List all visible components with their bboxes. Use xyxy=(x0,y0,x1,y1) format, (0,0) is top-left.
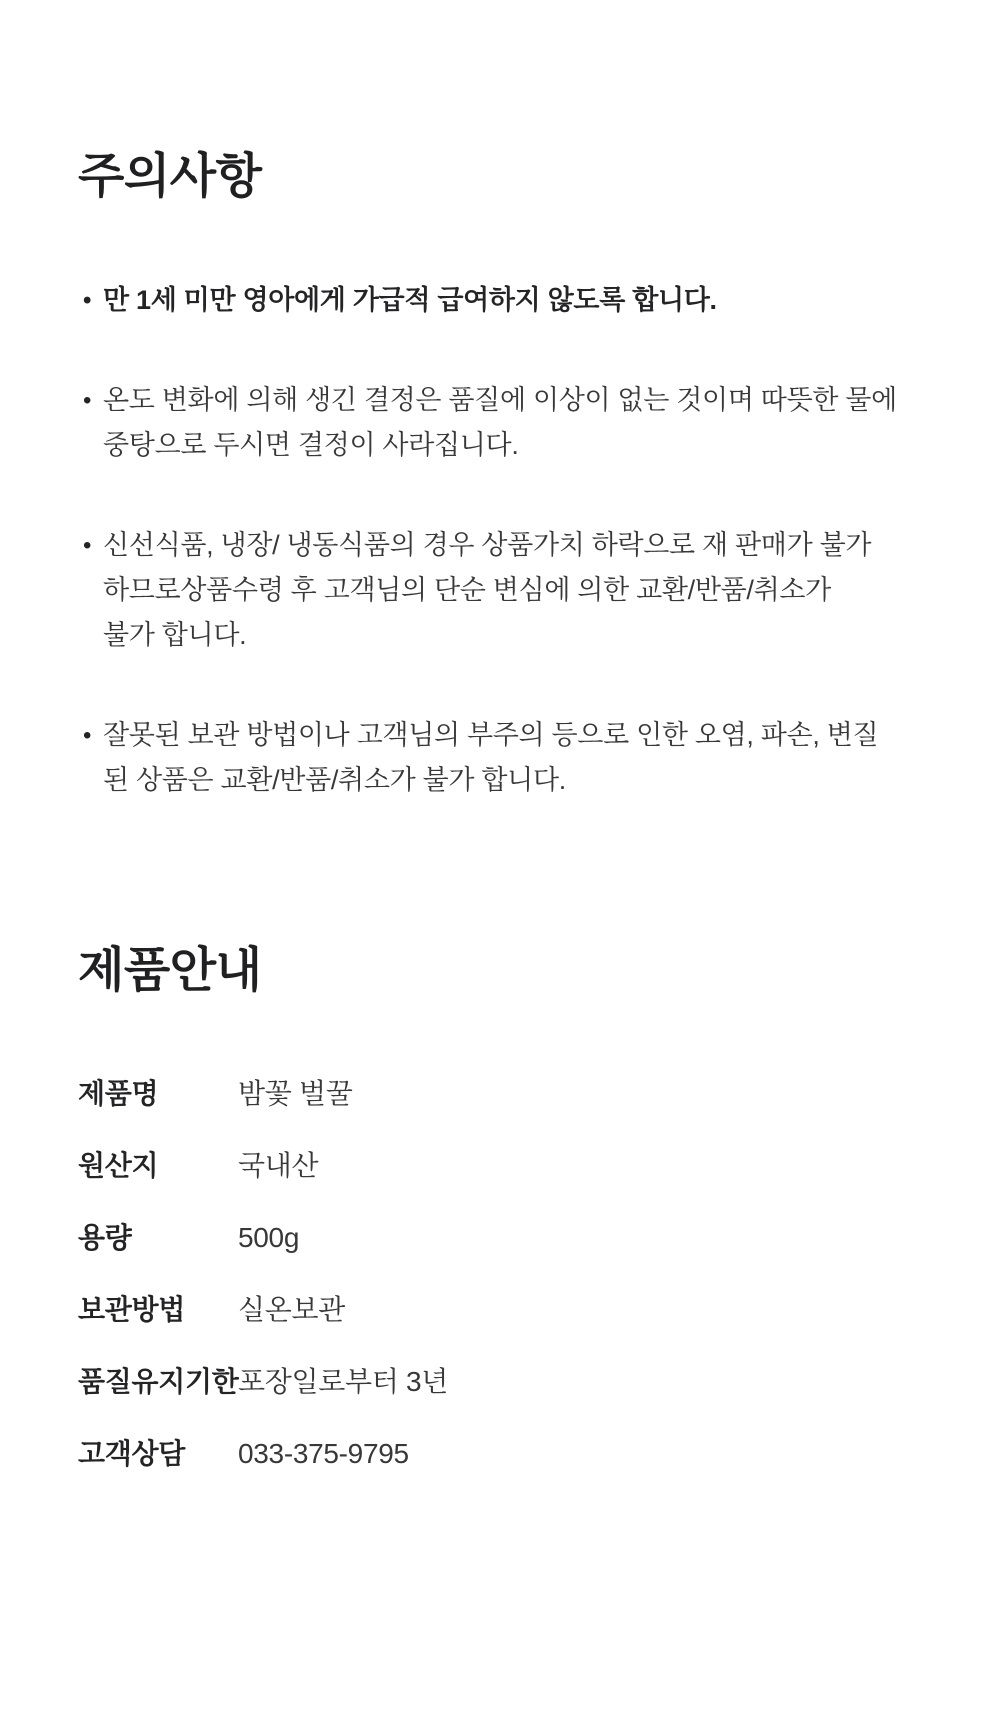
product-info-table xyxy=(78,1077,944,1471)
bullet-line: 중탕으로 두시면 결정이 사라집니다. xyxy=(103,430,519,460)
precautions-title: 주의사항 xyxy=(78,150,262,203)
row-value: 포장일로부터 3년 xyxy=(238,1366,448,1397)
list-item xyxy=(78,713,944,803)
product-info-section xyxy=(78,942,944,1471)
list-item xyxy=(78,523,944,658)
precautions-section xyxy=(78,148,944,803)
bullet-icon: • xyxy=(83,532,92,559)
row-value: 밤꽃 벌꿀 xyxy=(238,1078,353,1109)
row-value: 국내산 xyxy=(238,1150,319,1181)
table-row xyxy=(78,1221,944,1255)
row-value: 실온보관 xyxy=(238,1294,345,1325)
precautions-list xyxy=(78,278,944,803)
bullet-line: 온도 변화에 의해 생긴 결정은 품질에 이상이 없는 것이며 따뜻한 물에 xyxy=(103,385,897,415)
row-label: 보관방법 xyxy=(78,1294,185,1325)
row-value: 033-375-9795 xyxy=(238,1438,409,1469)
bullet-line: 신선식품, 냉장/ 냉동식품의 경우 상품가치 하락으로 재 판매가 불가 xyxy=(103,530,872,560)
product-info-title: 제품안내 xyxy=(78,944,262,997)
table-row xyxy=(78,1077,944,1111)
row-label: 원산지 xyxy=(78,1150,159,1181)
list-item xyxy=(78,378,944,468)
bullet-line: 된 상품은 교환/반품/취소가 불가 합니다. xyxy=(103,765,566,795)
row-label: 용량 xyxy=(78,1222,132,1253)
table-row xyxy=(78,1149,944,1183)
row-value: 500g xyxy=(238,1222,300,1253)
row-label: 고객상담 xyxy=(78,1438,185,1469)
table-row xyxy=(78,1293,944,1327)
bullet-line: 잘못된 보관 방법이나 고객님의 부주의 등으로 인한 오염, 파손, 변질 xyxy=(103,720,879,750)
table-row xyxy=(78,1437,944,1471)
row-label: 제품명 xyxy=(78,1078,159,1109)
table-row xyxy=(78,1365,944,1399)
list-item xyxy=(78,278,944,323)
bullet-line: 만 1세 미만 영아에게 가급적 급여하지 않도록 합니다. xyxy=(103,285,717,315)
bullet-line: 하므로상품수령 후 고객님의 단순 변심에 의한 교환/반품/취소가 xyxy=(103,575,831,605)
bullet-icon: • xyxy=(83,387,92,414)
bullet-icon: • xyxy=(83,722,92,749)
row-label: 품질유지기한 xyxy=(78,1366,239,1397)
bullet-icon: • xyxy=(83,287,92,314)
bullet-line: 불가 합니다. xyxy=(103,620,247,650)
